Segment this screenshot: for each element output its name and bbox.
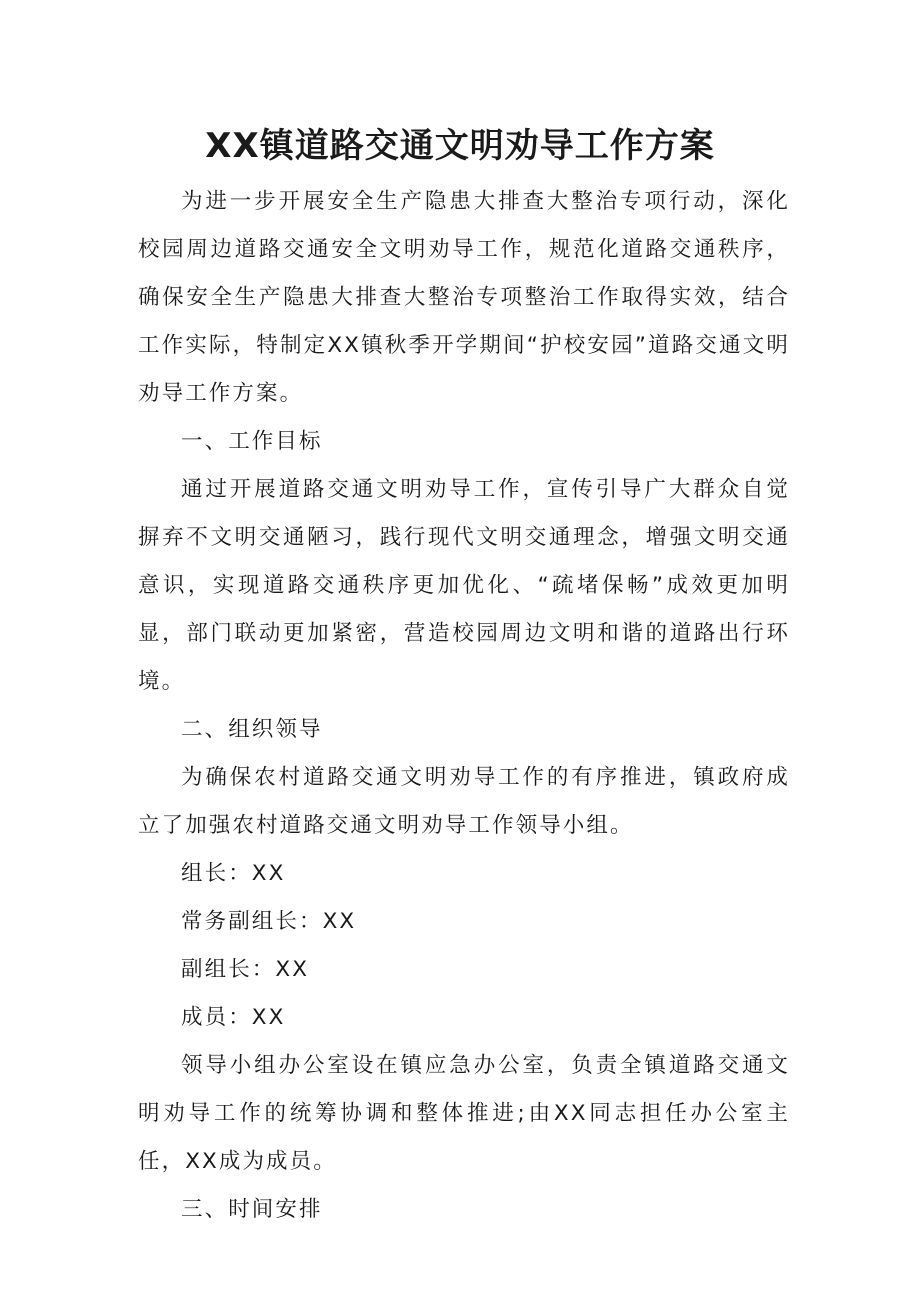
intro-paragraph: 为进一步开展安全生产隐患大排查大整治专项行动，深化校园周边道路交通安全文明劝导工作，规范化道路交通秩序，确保安全生产隐患大排查大整治专项整治工作取得实效，结合工作实际，特制定XX镇秋季开学期间“护校安园”道路交通文明劝导工作方案。 <box>138 189 790 406</box>
member-line-leader: 组长：XX <box>181 861 286 886</box>
member-line-deputy: 副组长：XX <box>181 957 310 982</box>
office-paragraph: 领导小组办公室设在镇应急办公室，负责全镇道路交通文明劝导工作的统筹协调和整体推进;由XX同志担任办公室主任，XX成为成员。 <box>138 1053 790 1174</box>
member-line-members: 成员：XX <box>181 1005 286 1030</box>
goals-paragraph: 通过开展道路交通文明劝导工作，宣传引导广大群众自觉摒弃不文明交通陋习，践行现代文明交通理念，增强文明交通意识，实现道路交通秩序更加优化、“疏堵保畅”成效更加明显，部门联动更加紧密，营造校园周边文明和谐的道路出行环境。 <box>138 477 790 694</box>
section-heading-schedule: 三、时间安排 <box>181 1197 323 1222</box>
member-line-executive-deputy: 常务副组长：XX <box>181 909 357 934</box>
section-heading-organization: 二、组织领导 <box>181 717 323 742</box>
document-body <box>138 178 790 1234</box>
section-heading-goals: 一、工作目标 <box>181 429 323 454</box>
document-title: XX镇道路交通文明劝导工作方案 <box>205 126 715 166</box>
organization-paragraph: 为确保农村道路交通文明劝导工作的有序推进，镇政府成立了加强农村道路交通文明劝导工作领导小组。 <box>138 765 790 838</box>
